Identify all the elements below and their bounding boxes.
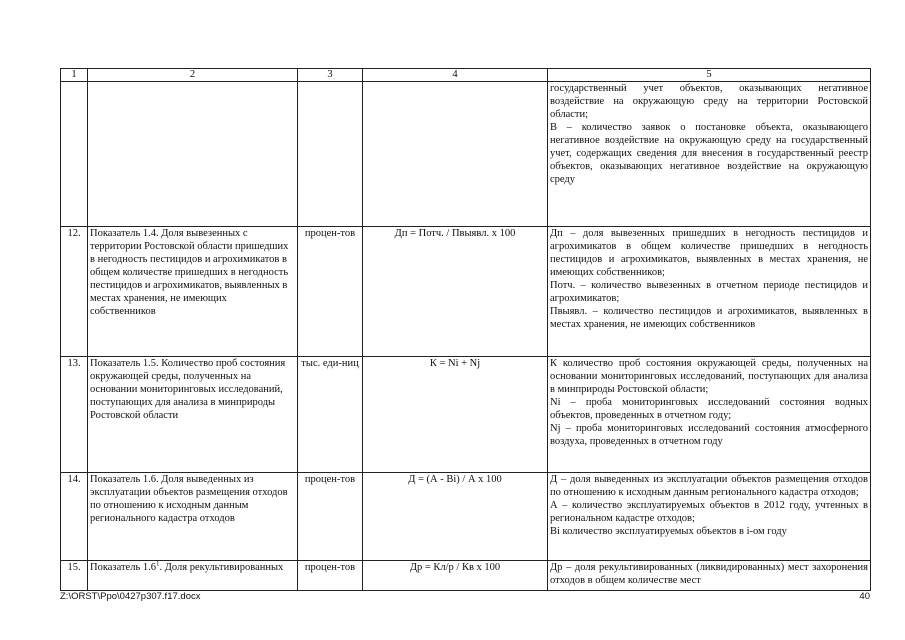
table-row: [61, 227, 871, 357]
formula: Др = Кл/р / Кв х 100: [363, 561, 548, 591]
column-header: 1: [61, 69, 88, 82]
indicator-name: [88, 82, 298, 227]
description-paragraph: Ni – проба мониторинговых исследований состояния водных объектов, проведенных в отчетном году;: [550, 397, 868, 421]
description-paragraph: А – количество эксплуатируемых объектов в 2012 году, учтенных в региональном кадастре отходов;: [550, 500, 868, 524]
indicators-table: [60, 68, 871, 591]
formula-description: [548, 82, 871, 227]
unit: процен-тов: [298, 473, 363, 561]
table-row: [61, 357, 871, 473]
description-paragraph: Nj – проба мониторинговых исследований состояния атмосферного воздуха, проведенных в отчетном году: [550, 423, 868, 447]
formula-description: [548, 357, 871, 473]
description-paragraph: Вi количество эксплуатируемых объектов в i-ом году: [550, 526, 787, 537]
formula: К = Ni + Nj: [363, 357, 548, 473]
row-number: 12.: [61, 227, 88, 357]
description-paragraph: Д – доля выведенных из эксплуатации объектов размещения отходов по отношению к исходным данным регионального кадастра отходов;: [550, 474, 868, 498]
description-paragraph: Пвыявл. – количество пестицидов и агрохимикатов, выявленных в местах хранения, не имеющих собственников: [550, 306, 868, 330]
indicator-name: [88, 561, 298, 591]
column-header: 3: [298, 69, 363, 82]
table-row: [61, 561, 871, 591]
row-number: 14.: [61, 473, 88, 561]
indicator-name: Показатель 1.6. Доля выведенных из эксплуатации объектов размещения отходов по отношению к исходным данным регионального кадастра отходов: [88, 473, 298, 561]
indicator-name-superscript: 1: [156, 559, 160, 568]
formula-description: [548, 473, 871, 561]
formula: Д = (А - Вi) / А х 100: [363, 473, 548, 561]
table-row: [61, 82, 871, 227]
unit: [298, 82, 363, 227]
row-number: 13.: [61, 357, 88, 473]
footer-file-path: Z:\ORST\Ppo\0427p307.f17.docx: [60, 591, 201, 602]
row-number: 15.: [61, 561, 88, 591]
description-paragraph: государственный учет объектов, оказывающих негативное воздействие на окружающую среду на территории Ростовской области;: [550, 83, 868, 120]
unit: тыс. еди-ниц: [298, 357, 363, 473]
indicator-name: Показатель 1.5. Количество проб состояния окружающей среды, полученных на основании мониторинговых исследований, поступающих для анализа в минприроды Ростовской области: [88, 357, 298, 473]
formula-description: [548, 227, 871, 357]
indicator-name-main: Показатель 1.6: [90, 562, 156, 573]
unit: процен-тов: [298, 561, 363, 591]
column-header: 4: [363, 69, 548, 82]
description-paragraph: К количество проб состояния окружающей среды, полученных на основании мониторинговых исследований, поступающих для анализа в минприроды Ростовской области;: [550, 358, 868, 395]
indicator-name: Показатель 1.4. Доля вывезенных с территории Ростовской области пришедших в негодность пестицидов и агрохимикатов в общем количестве пришедших в негодность пестицидов и агрохимикатов, выявленных в местах хранения, не имеющих собственников: [88, 227, 298, 357]
unit: процен-тов: [298, 227, 363, 357]
column-header: 5: [548, 69, 871, 82]
formula-description: [548, 561, 871, 591]
row-number: [61, 82, 88, 227]
table-header-row: [61, 69, 871, 82]
table-row: [61, 473, 871, 561]
formula: Дп = Потч. / Пвыявл. х 100: [363, 227, 548, 357]
formula: [363, 82, 548, 227]
column-header: 2: [88, 69, 298, 82]
description-paragraph: Др – доля рекультивированных (ликвидированных) мест захоронения отходов в общем количестве мест: [550, 562, 868, 586]
indicator-name-rest: . Доля рекультивированных: [159, 562, 284, 573]
description-paragraph: Дп – доля вывезенных пришедших в негодность пестицидов и агрохимикатов в общем количестве пришедших в негодность пестицидов и агрохимикатов, выявленных в местах хранения, не имеющих собственников;: [550, 228, 868, 278]
description-paragraph: Потч. – количество вывезенных в отчетном периоде пестицидов и агрохимикатов;: [550, 280, 868, 304]
description-paragraph: В – количество заявок о постановке объекта, оказывающего негативное воздействие на окружающую среду на государственный учет, содержащих сведения для внесения в государственный реестр объектов, оказывающих негативное воздействие на окружающую среду: [550, 122, 868, 185]
page-number: 40: [859, 591, 870, 602]
